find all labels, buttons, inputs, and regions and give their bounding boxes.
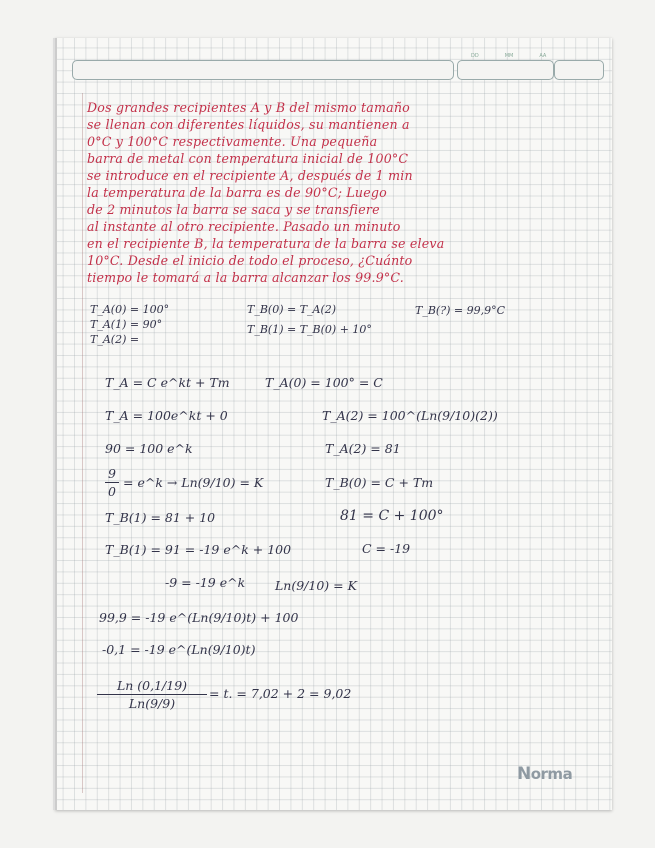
work-nine-over-zero [105, 466, 119, 499]
given-tb1: T_B(1) = T_B(0) + 10° [247, 323, 372, 336]
work-k-eq: = e^k → Ln(9/10) = K [123, 475, 264, 490]
work-minus9-eq: -9 = -19 e^k [165, 575, 246, 590]
problem-line: Dos grandes recipientes A y B del mismo tamaño [87, 100, 410, 115]
problem-line: tiempo le tomará a la barra alcanzar los 99.9°C. [87, 270, 404, 286]
header-date-box [457, 60, 554, 80]
brand-logo-mark: N [517, 764, 531, 784]
work-ta2-result: T_A(2) = 81 [325, 441, 401, 456]
problem-line: 0°C y 100°C respectivamente. Una pequeña [87, 134, 378, 150]
work-minus0-1-eq: -0,1 = -19 e^(Ln(9/10)t) [102, 642, 256, 657]
work-final-result: = t. = 7,02 + 2 = 9,02 [209, 686, 352, 701]
header-label-month: MM [504, 53, 514, 59]
problem-statement [87, 99, 602, 287]
work-final-fraction [97, 678, 207, 711]
fraction-bar [97, 694, 207, 695]
fraction-denominator: Ln(9/9) [128, 696, 176, 711]
problem-line: se llenan con diferentes líquidos, su mantienen a [87, 117, 410, 133]
work-ta0-c: T_A(0) = 100° = C [265, 375, 383, 390]
given-ta2: T_A(2) = [90, 333, 140, 346]
brand-logo-text: orma [530, 765, 573, 783]
problem-line: al instante al otro recipiente. Pasado un minuto [87, 219, 401, 235]
fraction-bar [105, 482, 119, 483]
header-label-year: AA [539, 53, 547, 59]
problem-line: de 2 minutos la barra se saca y se transfiere [87, 202, 380, 218]
problem-line: en el recipiente B, la temperatura de la barra se eleva [87, 236, 445, 252]
work-k-result: Ln(9/10) = K [275, 578, 357, 593]
header-label-day: DD [471, 53, 479, 59]
problem-line: la temperatura de la barra es de 90°C; Luego [87, 185, 387, 201]
given-target: T_B(?) = 99,9°C [415, 304, 506, 317]
fraction-numerator: Ln (0,1/19) [116, 678, 188, 693]
brand-logo [517, 764, 572, 784]
given-tb0: T_B(0) = T_A(2) [247, 303, 337, 316]
fraction-denominator: 0 [108, 484, 116, 499]
problem-line: se introduce en el recipiente A, después de 1 min [87, 168, 413, 184]
header-date-box-2 [554, 60, 604, 80]
work-c-result: C = -19 [362, 541, 411, 556]
work-tb0-eq: T_B(0) = C + Tm [325, 475, 434, 490]
work-tb1-91-eq: T_B(1) = 91 = -19 e^k + 100 [105, 542, 292, 557]
notebook-page [55, 38, 612, 810]
problem-line: 10°C. Desde el inicio de todo el proceso, ¿Cuánto [87, 253, 413, 269]
problem-line: barra de metal con temperatura inicial de 100°C [87, 151, 409, 167]
work-ta2-eq: T_A(2) = 100^(Ln(9/10)(2)) [322, 408, 498, 423]
given-ta0: T_A(0) = 100° [90, 303, 170, 316]
header-title-box [72, 60, 454, 80]
given-ta1: T_A(1) = 90° [90, 318, 163, 331]
work-99-9-eq: 99,9 = -19 e^(Ln(9/10)t) + 100 [99, 610, 299, 625]
fraction-numerator: 9 [108, 466, 116, 481]
work-general-eq: T_A = C e^kt + Tm [105, 375, 230, 390]
header-date-labels [471, 53, 546, 59]
work-81-eq: 81 = C + 100° [340, 508, 444, 524]
work-90-eq: 90 = 100 e^k [105, 441, 193, 456]
margin-line [82, 93, 83, 793]
work-tb1-eq: T_B(1) = 81 + 10 [105, 510, 216, 525]
work-ta-eq: T_A = 100e^kt + 0 [105, 408, 228, 423]
